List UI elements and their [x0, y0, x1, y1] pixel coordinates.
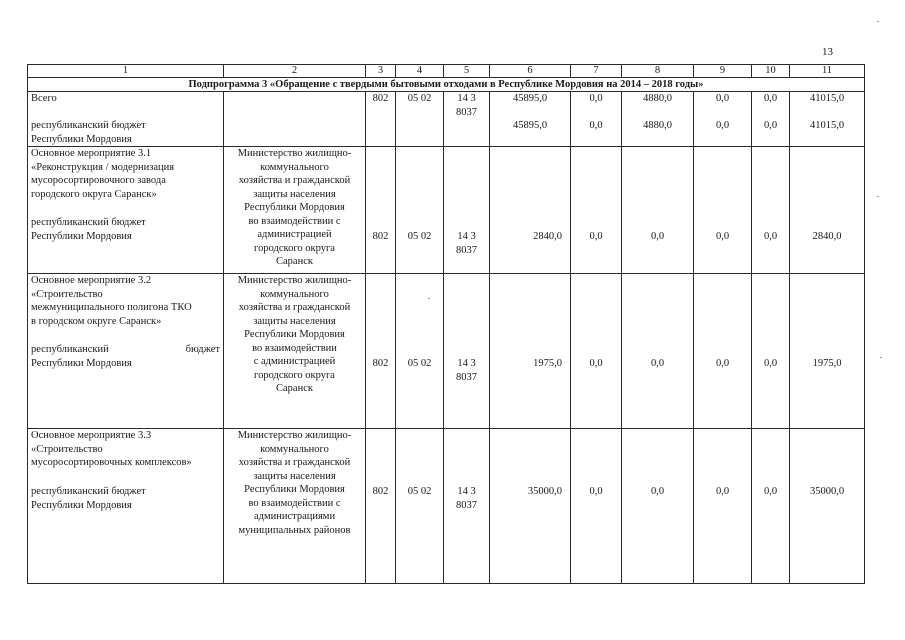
value: 1975,0: [812, 358, 842, 369]
code-cell: [366, 429, 396, 584]
measure-cell: [28, 429, 224, 584]
scan-speck: [880, 357, 882, 358]
measure-title: Основное мероприятие 3.2 «Строительство межмуниципального полигона ТКО в городском округе Саранск»: [31, 275, 192, 327]
value-total: 0,0: [715, 93, 730, 104]
total-cell: [28, 92, 224, 147]
section-value: 05 02: [407, 231, 432, 242]
value-cell: [490, 429, 571, 584]
budget-label: республиканский бюджет Республики Мордовия: [31, 486, 146, 511]
section-cell: 05 02: [396, 92, 444, 147]
value-total: 0,0: [763, 93, 778, 104]
value-cell: [490, 274, 571, 429]
section-value: 05 02: [407, 358, 432, 369]
value-cell: [694, 429, 752, 584]
executor-cell: [224, 92, 366, 147]
measure-title: Основное мероприятие 3.1 «Реконструкция / модернизация мусоросортировочного завода городского округа Саранск»: [31, 148, 175, 200]
measure-cell: [28, 147, 224, 274]
value-budget: 0,0: [589, 120, 603, 131]
header-cell: 6: [490, 65, 571, 78]
value-cell: [790, 147, 865, 274]
header-cell: 2: [224, 65, 366, 78]
measure-title: Основное мероприятие 3.3 «Строительство мусоросортировочных комплексов»: [31, 430, 192, 468]
section-cell: [396, 274, 444, 429]
value-budget: 0,0: [715, 120, 730, 131]
code-value: 802: [372, 486, 389, 497]
value-cell: [622, 274, 694, 429]
page-number: 13: [822, 46, 833, 58]
value-cell: [752, 147, 790, 274]
budget-word: бюджет: [185, 344, 220, 355]
value: 0,0: [763, 231, 778, 242]
value-cell: [571, 147, 622, 274]
value-total: 4880,0: [643, 93, 672, 104]
value: 0,0: [715, 231, 730, 242]
value-cell-total: [694, 92, 752, 147]
value-cell-total: [571, 92, 622, 147]
value: 0,0: [763, 358, 778, 369]
measure-cell: [28, 274, 224, 429]
code-cell: 802: [366, 92, 396, 147]
table-row-measure-3-3: [28, 429, 865, 584]
target-code-value: 14 3 8037: [456, 358, 477, 383]
code-cell: [366, 274, 396, 429]
header-cell: 5: [444, 65, 490, 78]
code-cell: [366, 147, 396, 274]
header-cell: 7: [571, 65, 622, 78]
scan-speck: [877, 196, 879, 197]
table-row-measure-3-1: [28, 147, 865, 274]
header-row: [28, 65, 865, 78]
value: 0,0: [715, 358, 730, 369]
header-cell: 9: [694, 65, 752, 78]
budget-line: Республики Мордовия: [31, 357, 132, 369]
section-cell: [396, 429, 444, 584]
target-code-cell: [444, 274, 490, 429]
value-cell-total: [490, 92, 571, 147]
value-cell: [752, 274, 790, 429]
executor-cell: Министерство жилищно- коммунального хозяйства и гражданской защиты населения Республики Мордовия во взаимодействии с администрацией городского округа Саранск: [224, 274, 366, 429]
header-cell: 10: [752, 65, 790, 78]
header-cell: 1: [28, 65, 224, 78]
value-total: 0,0: [589, 93, 603, 104]
value: 2840,0: [533, 231, 562, 242]
value-cell: [694, 274, 752, 429]
value: 0,0: [589, 358, 603, 369]
scan-speck: [877, 21, 879, 22]
total-label: Всего: [31, 93, 57, 104]
value: 35000,0: [527, 486, 562, 497]
executor-cell: Министерство жилищно- коммунального хозяйства и гражданской защиты населения Республики Мордовия во взаимодействии с администрацией городского округа Саранск: [224, 147, 366, 274]
value-cell: [571, 429, 622, 584]
value-cell: [790, 429, 865, 584]
value-cell: [622, 147, 694, 274]
value-cell: [490, 147, 571, 274]
target-code-value: 14 3 8037: [456, 486, 477, 511]
section-value: 05 02: [407, 486, 432, 497]
budget-label: [31, 343, 220, 370]
value-budget: 0,0: [763, 120, 778, 131]
budget-label: республиканский бюджет Республики Мордовия: [31, 120, 146, 145]
value-cell: [752, 429, 790, 584]
value-cell: [694, 147, 752, 274]
table-row-total: [28, 92, 865, 147]
table-row-measure-3-2: [28, 274, 865, 429]
target-code-cell: 14 3 8037: [444, 92, 490, 147]
value: 0,0: [715, 486, 730, 497]
code-value: 802: [372, 358, 389, 369]
value-total: 45895,0: [512, 93, 548, 104]
budget-word: республиканский: [31, 344, 109, 355]
value-cell-total: [790, 92, 865, 147]
value-budget: 4880,0: [643, 120, 672, 131]
subprogram-row: [28, 78, 865, 92]
value: 0,0: [763, 486, 778, 497]
section-cell: [396, 147, 444, 274]
header-cell: 4: [396, 65, 444, 78]
value-budget: 45895,0: [512, 120, 548, 131]
value: 2840,0: [812, 231, 842, 242]
value: 0,0: [650, 358, 665, 369]
value-cell: [790, 274, 865, 429]
value-cell: [622, 429, 694, 584]
header-cell: 8: [622, 65, 694, 78]
value-budget: 41015,0: [809, 120, 845, 131]
target-code-cell: [444, 147, 490, 274]
budget-table: [27, 64, 865, 584]
value-total: 41015,0: [809, 93, 845, 104]
executor-cell: Министерство жилищно- коммунального хозяйства и гражданской защиты населения Республики Мордовия во взаимодействии с администрациями муниципальных районов: [224, 429, 366, 584]
target-code-cell: [444, 429, 490, 584]
header-cell: 11: [790, 65, 865, 78]
header-cell: 3: [366, 65, 396, 78]
target-code-value: 14 3 8037: [456, 231, 477, 256]
value: 0,0: [650, 486, 665, 497]
code-value: 802: [372, 231, 389, 242]
value-cell-total: [622, 92, 694, 147]
value: 0,0: [589, 231, 603, 242]
subprogram-title: Подпрограмма 3 «Обращение с твердыми бытовыми отходами в Республике Мордовия на 2014 – 2018 годы»: [28, 78, 865, 92]
value-cell-total: [752, 92, 790, 147]
value: 0,0: [650, 231, 665, 242]
value-cell: [571, 274, 622, 429]
value: 35000,0: [809, 486, 845, 497]
value: 1975,0: [533, 358, 562, 369]
budget-label: республиканский бюджет Республики Мордовия: [31, 217, 146, 242]
value: 0,0: [589, 486, 603, 497]
